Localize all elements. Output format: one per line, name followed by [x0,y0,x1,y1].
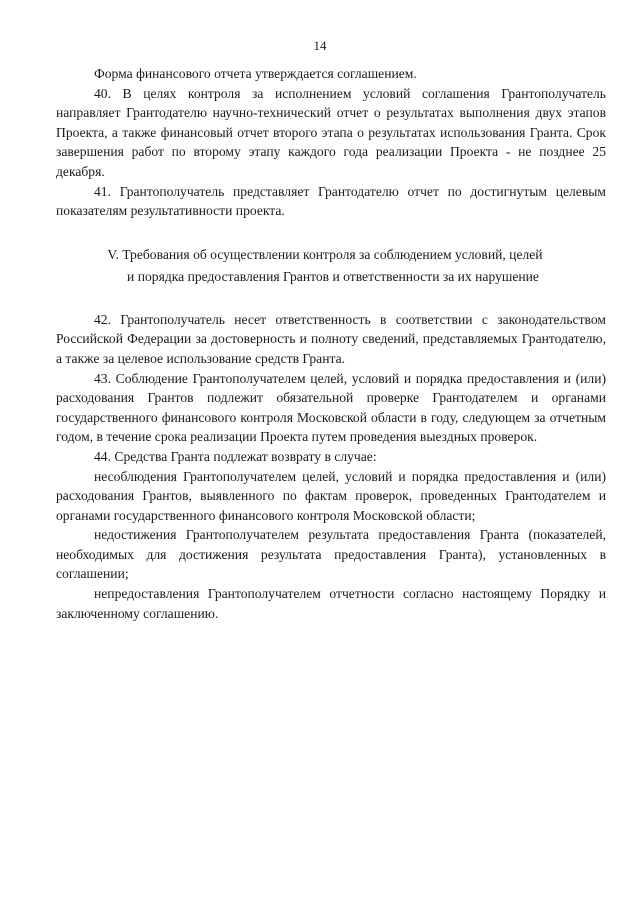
paragraph-41: 41. Грантополучатель представляет Грантодателю отчет по достигнутым целевым показателям результативности проекта. [56,183,606,219]
section-heading [56,244,606,288]
paragraph-44-case-nonreporting: непредоставления Грантополучателем отчетности согласно настоящему Порядку и заключенному соглашению. [56,586,606,621]
paragraph-report-form: Форма финансового отчета утверждается соглашением. [94,66,417,81]
section-heading-line-1: V. Требования об осуществлении контроля за соблюдением условий, целей [107,246,543,262]
document-body [56,64,606,623]
paragraph-40: 40. В целях контроля за исполнением условий соглашения Грантополучатель направляет Грантодателю научно-технический отчет о результатах выполнения двух этапов Проекта, а также финансовый отчет второго этапа о результатах использования Гранта. Срок завершения работ по второму этапу каждого года реализации Проекта - не позднее 25 декабря. [56,85,606,179]
paragraph-44-case-nonobservance: несоблюдения Грантополучателем целей, условий и порядка предоставления и (или) расходования Грантов, выявленного по фактам проверок, проведенных Грантодателем и органами государственного финансового контроля Московской области; [56,468,606,523]
paragraph-44-case-nonachievement: недостижения Грантополучателем результата предоставления Гранта (показателей, необходимых для достижения результата предоставления Гранта), установленных в соглашении; [56,527,606,582]
paragraph-42: 42. Грантополучатель несет ответственность в соответствии с законодательством Российской Федерации за достоверность и полноту сведений, представляемых Грантодателю, а также за целевое использование средств Гранта. [56,311,606,366]
paragraph-43: 43. Соблюдение Грантополучателем целей, условий и порядка предоставления и (или) расходования Грантов подлежит обязательной проверке Грантодателем и органами государственного финансового контроля Московской области в году, следующем за отчетным годом, в течение срока реализации Проекта путем проведения выездных проверок. [56,370,606,445]
page-number: 14 [313,38,327,53]
paragraph-44: 44. Средства Гранта подлежат возврату в случае: [94,448,377,464]
section-heading-line-2: и порядка предоставления Грантов и ответственности за их нарушение [127,268,539,284]
